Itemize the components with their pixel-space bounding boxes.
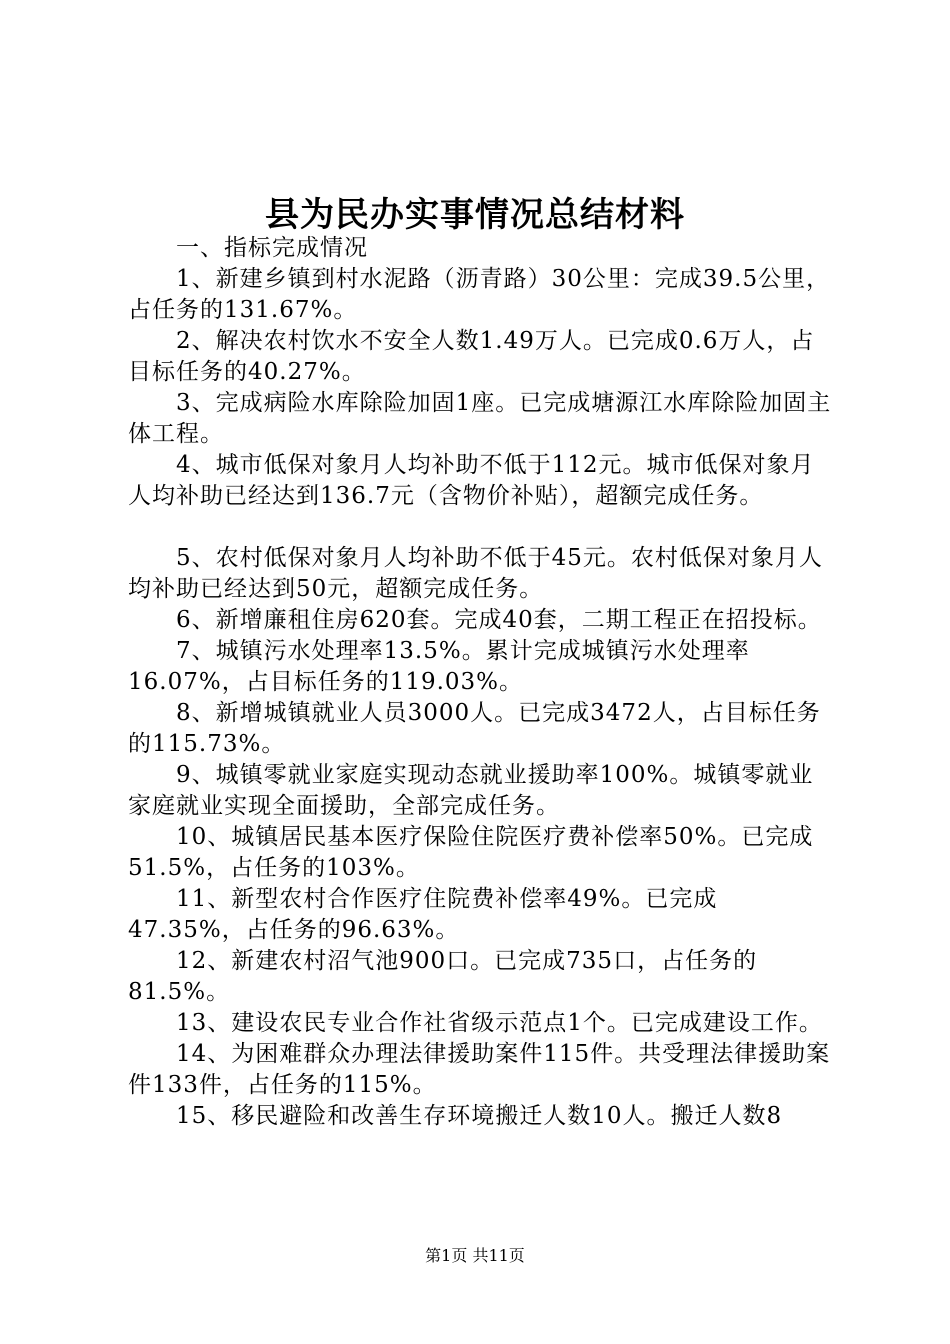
list-item: 1、新建乡镇到村水泥路（沥青路）30公里：完成39.5公里，占任务的131.67%。 — [128, 266, 831, 323]
document-title: 县为民办实事情况总结材料 — [265, 195, 685, 235]
list-item: 5、农村低保对象月人均补助不低于45元。农村低保对象月人均补助已经达到50元，超额完成任务。 — [128, 545, 823, 602]
section-heading: 一、指标完成情况 — [176, 235, 368, 261]
list-item: 7、城镇污水处理率13.5%。累计完成城镇污水处理率16.07%，占目标任务的119.03%。 — [128, 638, 750, 695]
document-body — [128, 233, 833, 1132]
list-item: 8、新增城镇就业人员3000人。已完成3472人，占目标任务的115.73%。 — [128, 700, 821, 757]
page-number: 第1页 共11页 — [425, 1246, 525, 1265]
paragraph-spacer — [128, 512, 833, 543]
list-item: 4、城市低保对象月人均补助不低于112元。城市低保对象月人均补助已经达到136.7元（含物价补贴），超额完成任务。 — [128, 452, 815, 509]
list-item: 14、为困难群众办理法律援助案件115件。共受理法律援助案件133件，占任务的115%。 — [128, 1041, 831, 1098]
list-item: 3、完成病险水库除险加固1座。已完成塘源江水库除险加固主体工程。 — [128, 390, 832, 447]
list-item: 12、新建农村沼气池900口。已完成735口，占任务的81.5%。 — [128, 948, 758, 1005]
list-item: 9、城镇零就业家庭实现动态就业援助率100%。城镇零就业家庭就业实现全面援助，全部完成任务。 — [128, 762, 814, 819]
list-item: 2、解决农村饮水不安全人数1.49万人。已完成0.6万人，占目标任务的40.27%。 — [128, 328, 815, 385]
list-item: 10、城镇居民基本医疗保险住院医疗费补偿率50%。已完成51.5%，占任务的103%。 — [128, 824, 814, 881]
list-item: 13、建设农民专业合作社省级示范点1个。已完成建设工作。 — [176, 1010, 823, 1036]
list-item: 6、新增廉租住房620套。完成40套，二期工程正在招投标。 — [176, 607, 822, 633]
list-item: 15、移民避险和改善生存环境搬迁人数10人。搬迁人数8 — [176, 1103, 783, 1129]
list-item: 11、新型农村合作医疗住院费补偿率49%。已完成47.35%，占任务的96.63%。 — [128, 886, 718, 943]
